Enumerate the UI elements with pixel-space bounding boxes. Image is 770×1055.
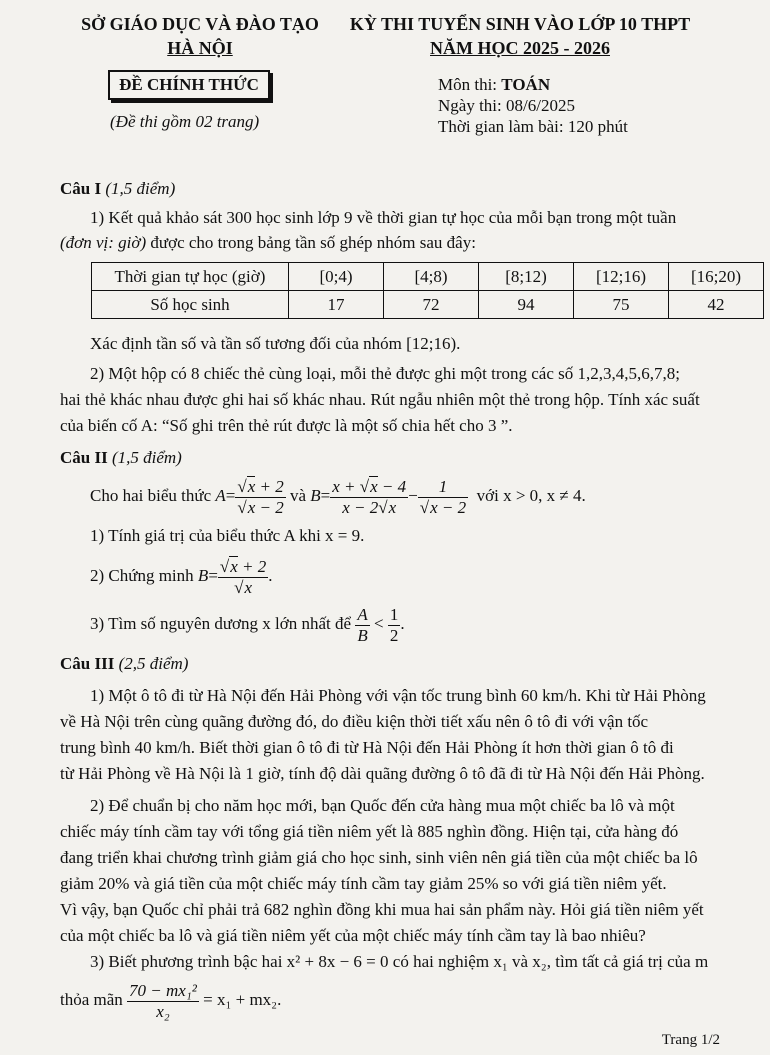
page-number: Trang 1/2 bbox=[661, 1032, 720, 1048]
q3-p2-line: của một chiếc ba lô và giá tiền niêm yết của một chiếc máy tính cầm tay là bao nhiêu? bbox=[60, 926, 646, 945]
q1-p1-line2 bbox=[60, 231, 720, 255]
q3-p1-line: về Hà Nội trên cùng quãng đường đó, do điều kiện thời tiết xấu nên ô tô đi với vận tốc bbox=[60, 712, 649, 731]
q2-task1: 1) Tính giá trị của biểu thức A khi x = 9. bbox=[90, 526, 365, 545]
frequency-table bbox=[91, 262, 764, 319]
q3-p1-line: từ Hải Phòng về Hà Nội là 1 giờ, tính độ dài quãng đường ô tô đã đi từ Hà Nội đến Hải Phòng. bbox=[60, 764, 705, 783]
q1-p1-task: Xác định tần số và tần số tương đối của nhóm [12;16). bbox=[90, 334, 461, 353]
fraction-B-proof: √ x + 2 √ x bbox=[218, 557, 268, 598]
q1-unit: (đơn vị: giờ) bbox=[60, 233, 147, 252]
fraction-A: √ x + 2 √ x − 2 bbox=[235, 477, 285, 518]
q2-task3-text: 3) Tìm số nguyên dương x lớn nhất để bbox=[90, 614, 352, 633]
q3-p2-line: đang triển khai chương trình giảm giá cho học sinh, sinh viên nên giá tiền của một chiếc ba lô bbox=[60, 848, 698, 867]
subject-label: Môn thi: bbox=[438, 75, 502, 94]
school-year: NĂM HỌC 2025 - 2026 bbox=[430, 38, 610, 58]
exam-date: Ngày thi: 08/6/2025 bbox=[438, 96, 575, 115]
table-header-count: Số học sinh bbox=[92, 291, 289, 319]
fraction-condition: $\frac{\text{70 − mx₁²}}{\text{x₂}}$ bbox=[129, 980, 197, 1021]
q3-p3-line2 bbox=[60, 978, 720, 1022]
q3-p1-line: 1) Một ô tô đi từ Hà Nội đến Hải Phòng với vận tốc trung bình 60 km/h. Khi từ Hải Phòng bbox=[90, 686, 706, 705]
department-name: SỞ GIÁO DỤC VÀ ĐÀO TẠO bbox=[81, 14, 319, 34]
department-header bbox=[60, 12, 340, 60]
q1-heading bbox=[60, 177, 720, 201]
q3-p2-line: 2) Để chuẩn bị cho năm học mới, bạn Quốc đến cửa hàng mua một chiếc ba lô và một bbox=[90, 796, 675, 815]
q2-points: (1,5 điểm) bbox=[111, 448, 182, 467]
q1-p1-line1: 1) Kết quả khảo sát 300 học sinh lớp 9 về thời gian tự học của mỗi bạn trong một tuần bbox=[90, 208, 677, 227]
q2-intro-text: Cho hai biểu thức bbox=[90, 486, 212, 505]
q3-p2-line: giảm 20% và giá tiền của một chiếc máy tính cầm tay giảm 25% so với giá tiền niêm yết. bbox=[60, 874, 667, 893]
q3-p3-suffix: = x₁ + mx₂. bbox=[203, 990, 282, 1009]
table-row bbox=[92, 291, 764, 319]
q1-title: Câu I bbox=[60, 179, 102, 198]
table-cell: 42 bbox=[669, 291, 764, 319]
table-cell: 72 bbox=[384, 291, 479, 319]
q2-heading bbox=[60, 446, 720, 470]
q3-p3-prefix: thỏa mãn bbox=[60, 990, 123, 1009]
fraction-half: $\frac{1}{2}$ bbox=[389, 604, 399, 645]
q3-points: (2,5 điểm) bbox=[118, 654, 189, 673]
table-cell: [12;16) bbox=[574, 263, 669, 291]
table-cell: [16;20) bbox=[669, 263, 764, 291]
table-cell: 94 bbox=[479, 291, 574, 319]
q2-task2-text: 2) Chứng minh bbox=[90, 566, 194, 585]
q3-p2-line: chiếc máy tính cầm tay với tổng giá tiền niêm yết là 885 nghìn đồng. Hiện tại, cửa hàng đó bbox=[60, 822, 679, 841]
q1-points: (1,5 điểm) bbox=[105, 179, 176, 198]
fraction-B1: $\frac{x + √ x - 4}{x - 2√ x}$ bbox=[330, 477, 408, 518]
q1-p2-line1: 2) Một hộp có 8 chiếc thẻ cùng loại, mỗi thẻ được ghi một trong các số 1,2,3,4,5,6,7,8; bbox=[90, 364, 680, 383]
pages-note: (Đề thi gồm 02 trang) bbox=[110, 112, 260, 131]
table-row bbox=[92, 263, 764, 291]
fraction-B2: 1 √ x − 2 bbox=[418, 477, 468, 518]
q2-intro: Cho hai biểu thức A= √ x + 2 √ x − 2 và B= $\frac{x + √ x - 4}{x - 2√ x}$ − 1 √ x − 2 với x > 0, x ≠ 4. bbox=[90, 474, 750, 518]
official-stamp: ĐỀ CHÍNH THỨC bbox=[108, 70, 270, 100]
q3-p1-line: trung bình 40 km/h. Biết thời gian ô tô đi từ Hà Nội đến Hải Phòng ít hơn thời gian ô tô đi bbox=[60, 738, 674, 757]
exam-header bbox=[340, 12, 700, 60]
table-cell: [0;4) bbox=[289, 263, 384, 291]
exam-title: KỲ THI TUYỂN SINH VÀO LỚP 10 THPT bbox=[349, 14, 691, 34]
q3-p3-line1: 3) Biết phương trình bậc hai x² + 8x − 6 = 0 có hai nghiệm x₁ và x₂, tìm tất cả giá trị của m bbox=[90, 952, 709, 971]
table-header-time: Thời gian tự học (giờ) bbox=[92, 263, 289, 291]
q2-task2: 2) Chứng minh B= √ x + 2 √ x . bbox=[90, 556, 750, 598]
subject-value: TOÁN bbox=[501, 75, 551, 94]
fraction-A-over-B: $\frac{A}{B}$ bbox=[357, 604, 368, 645]
table-cell: 17 bbox=[289, 291, 384, 319]
q2-condition: với x > 0, x ≠ 4. bbox=[476, 486, 586, 505]
q3-heading bbox=[60, 652, 720, 676]
q2-and: và bbox=[289, 486, 307, 505]
exam-duration: Thời gian làm bài: 120 phút bbox=[438, 117, 628, 136]
q1-p2-line3: của biến cố A: “Số ghi trên thẻ rút được là một số chia hết cho 3 ”. bbox=[60, 416, 513, 435]
city-name: HÀ NỘI bbox=[167, 38, 233, 58]
table-cell: [4;8) bbox=[384, 263, 479, 291]
table-cell: 75 bbox=[574, 291, 669, 319]
exam-meta bbox=[438, 74, 628, 137]
table-cell: [8;12) bbox=[479, 263, 574, 291]
q3-title: Câu III bbox=[60, 654, 115, 673]
q3-p2-line: Vì vậy, bạn Quốc chỉ phải trả 682 nghìn đồng khi mua hai sản phẩm này. Hỏi giá tiền niêm yết bbox=[60, 900, 704, 919]
q2-title: Câu II bbox=[60, 448, 108, 467]
q1-p1-line2-text: được cho trong bảng tần số ghép nhóm sau đây: bbox=[146, 233, 476, 252]
q2-task3: 3) Tìm số nguyên dương x lớn nhất để $\frac{A}{B}$ < $\frac{1}{2}$ . bbox=[90, 604, 405, 645]
q1-p2-line2: hai thẻ khác nhau được ghi hai số khác nhau. Rút ngẫu nhiên một thẻ trong hộp. Tính xác suất bbox=[60, 390, 700, 409]
